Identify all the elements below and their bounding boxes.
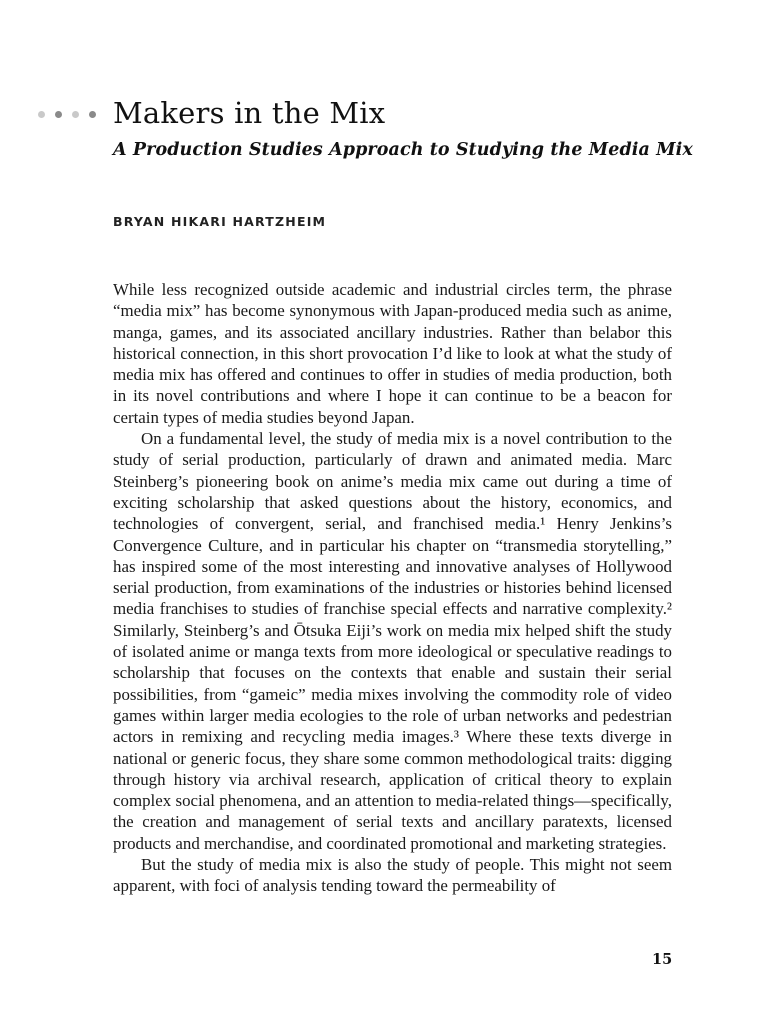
paragraph: On a fundamental level, the study of media mix is a novel contribution to the study of serial production, particularly of drawn and animated media. Marc Steinberg’s pioneering book on anime’s media mix came out during a time of exciting scholarship that asked questions about the history, economics, and technologies of convergent, serial, and franchised media.¹ Henry Jenkins’s Convergence Culture, and in particular his chapter on “transmedia storytelling,” has inspired some of the most interesting and innovative analyses of Hollywood serial production, from examinations of the industries or histories behind licensed media franchises to studies of franchise special effects and narrative complexity.² Similarly, Steinberg’s and Ōtsuka Eiji’s work on media mix helped shift the study of isolated anime or manga texts from more ideological or speculative readings to scholarship that focuses on the contexts that enable and sustain their serial possibilities, from “gameic” media mixes involving the commodity role of video games within larger media ecologies to the role of urban networks and pedestrian actors in remixing and recycling media images.³ Where these texts diverge in national or generic focus, they share some common methodological traits: digging through history via archival research, application of critical theory to explain complex social phenomena, and an attention to media-related things—specifically, the creation and management of serial texts and ancillary paratexts, licensed products and merchandise, and coordinated promotional and marketing strategies. bbox=[113, 429, 672, 853]
paragraph: But the study of media mix is also the study of people. This might not seem apparent, with foci of analysis tending toward the permeability of bbox=[113, 855, 672, 896]
page-number: 15 bbox=[652, 951, 673, 968]
decorative-dots bbox=[38, 111, 96, 118]
chapter-title: Makers in the Mix bbox=[113, 96, 386, 130]
paragraph: While less recognized outside academic and industrial circles term, the phrase “media mix” has become synonymous with Japan-produced media such as anime, manga, games, and its associated ancillary industries. Rather than belabor this historical connection, in this short provocation I’d like to look at what the study of media mix has offered and continues to offer in studies of media production, both in its novel contributions and where I hope it can continue to be a beacon for certain types of media studies beyond Japan. bbox=[113, 280, 672, 427]
dot-ornament bbox=[55, 111, 62, 118]
chapter-subtitle: A Production Studies Approach to Studying the Media Mix bbox=[113, 140, 693, 160]
dot-ornament bbox=[89, 111, 96, 118]
body-text bbox=[113, 279, 672, 897]
chapter-author: BRYAN HIKARI HARTZHEIM bbox=[113, 214, 327, 229]
dot-ornament bbox=[38, 111, 45, 118]
dot-ornament bbox=[72, 111, 79, 118]
